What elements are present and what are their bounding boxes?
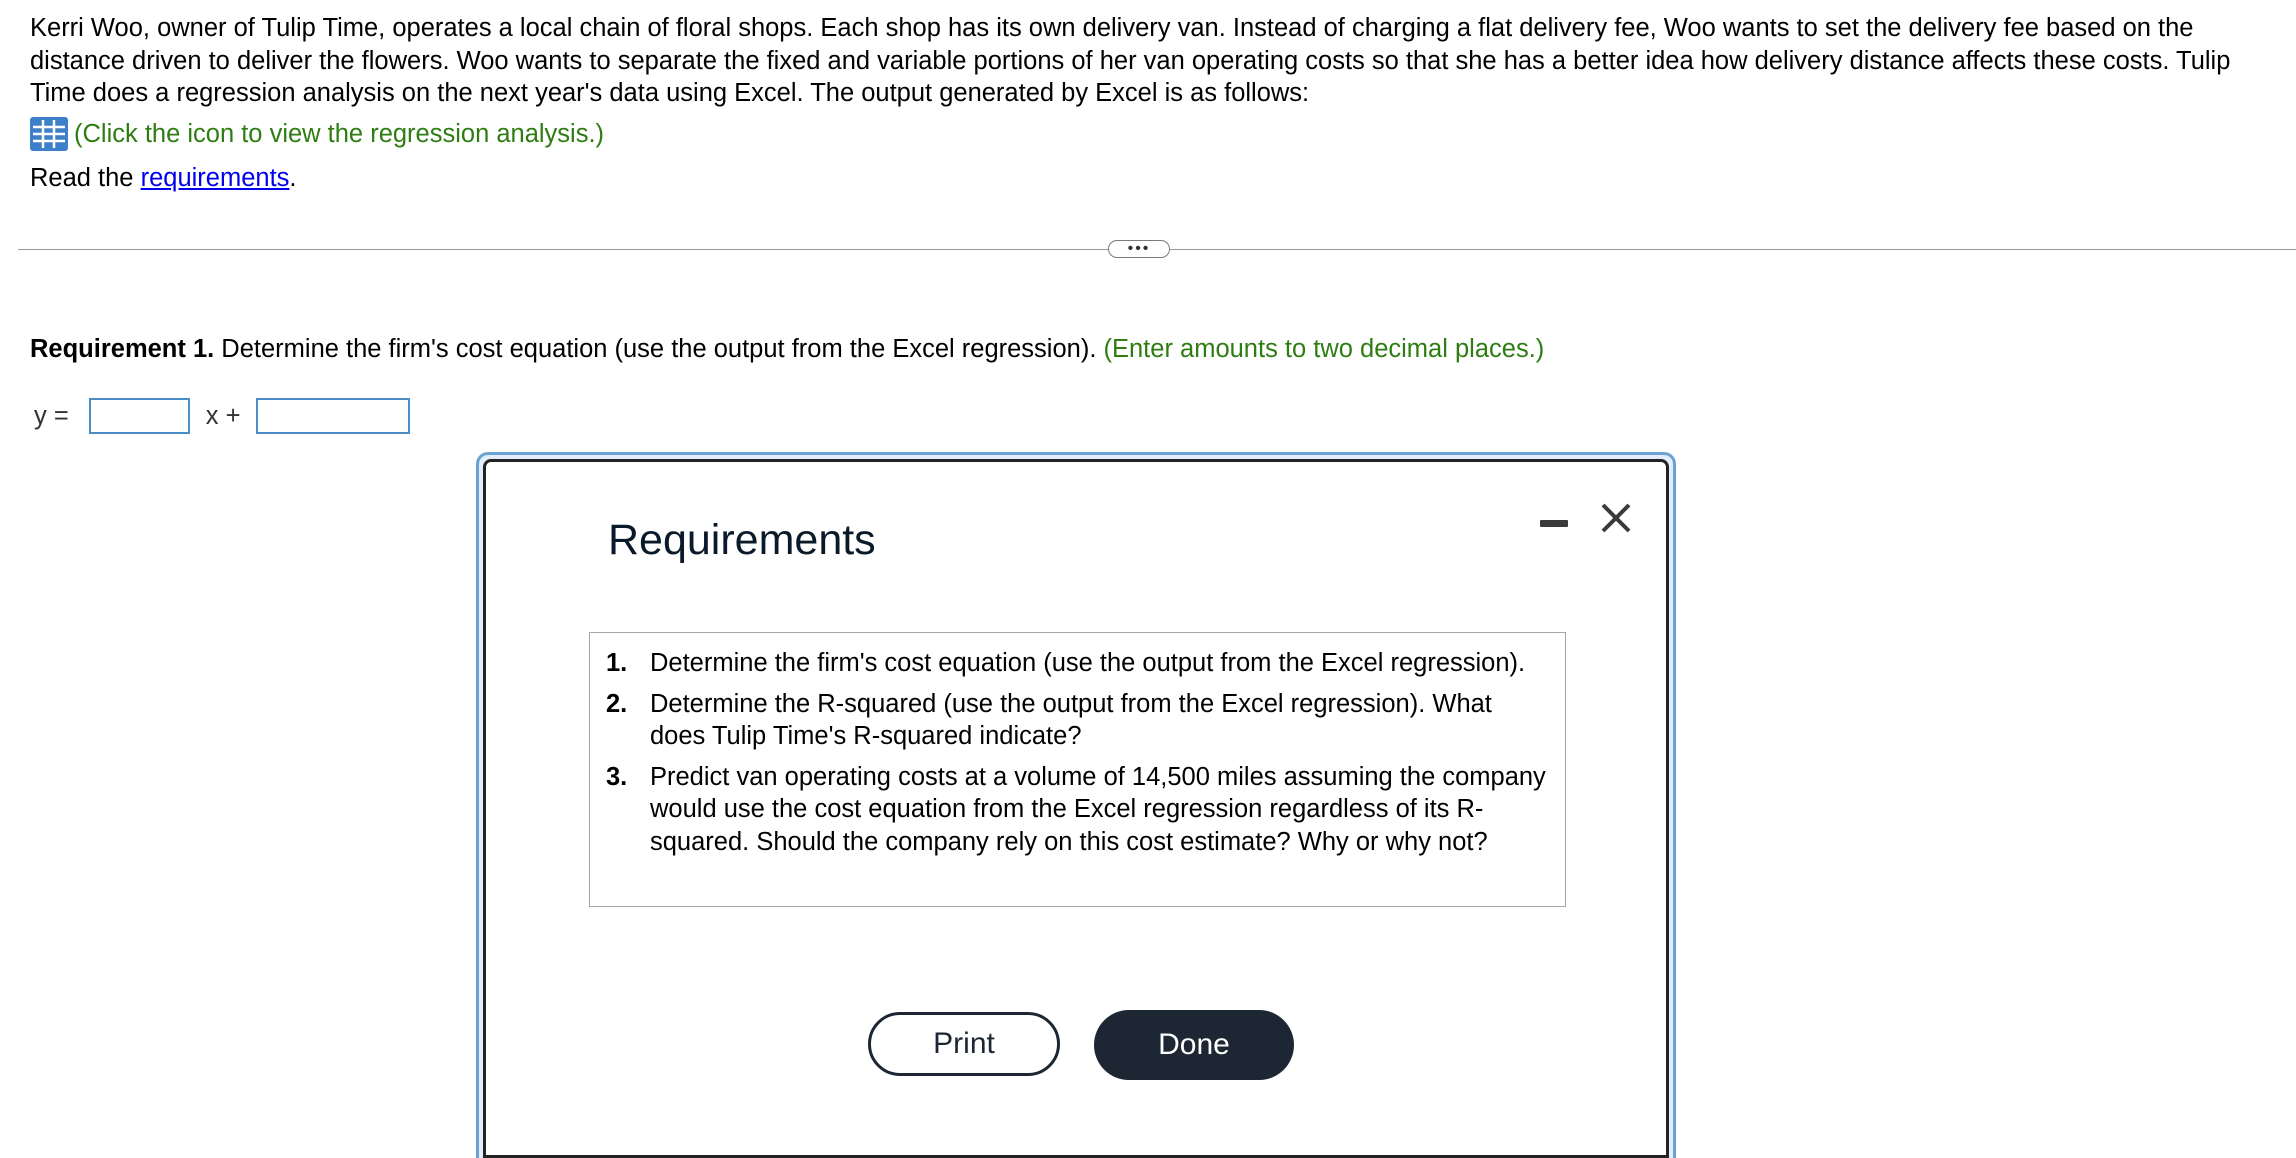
requirements-list [590, 647, 1565, 866]
view-regression-text[interactable]: (Click the icon to view the regression analysis.) [74, 119, 605, 148]
list-item [590, 761, 1565, 859]
spreadsheet-grid-icon[interactable] [30, 117, 68, 151]
read-suffix: . [289, 164, 297, 192]
item-number: 2. [606, 689, 628, 718]
done-button[interactable]: Done [1094, 1010, 1294, 1080]
dialog-title: Requirements [608, 516, 876, 564]
x-plus-label: x + [205, 401, 241, 430]
requirement-1-label: Requirement 1. [30, 335, 215, 363]
item-text: Determine the firm's cost equation (use the output from the Excel regression). [650, 649, 1526, 677]
close-icon[interactable] [1598, 500, 1634, 536]
requirements-dialog [483, 459, 1669, 1158]
print-button[interactable]: Print [868, 1012, 1060, 1076]
requirement-1-text: Determine the firm's cost equation (use the output from the Excel regression). [214, 335, 1104, 363]
item-text: Determine the R-squared (use the output from the Excel regression). What does Tulip Time's R-squared indicate? [650, 689, 1492, 750]
problem-intro: Kerri Woo, owner of Tulip Time, operates a local chain of floral shops. Each shop has its own delivery van. Instead of charging a flat delivery fee, Woo wants to set the delivery fee based on the distance driven to deliver the flowers. Woo wants to separate the fixed and variable portions of her van operating costs so that she has a better idea how delivery distance affects these costs. Tulip Time does a regression analysis on the next year's data using Excel. The output generated by Excel is as follows: [30, 14, 2231, 107]
cost-equation-row [34, 395, 410, 437]
list-item [590, 688, 1565, 753]
intercept-input[interactable] [256, 398, 410, 434]
requirements-link[interactable]: requirements [140, 164, 290, 192]
item-number: 1. [606, 649, 628, 677]
read-prefix: Read the [30, 164, 141, 192]
requirements-list-box [589, 632, 1566, 907]
requirement-1-prompt [30, 332, 1544, 366]
y-equals-label: y = [34, 401, 69, 430]
view-regression-link[interactable] [30, 114, 604, 154]
read-requirements-line [30, 162, 297, 194]
list-item [590, 647, 1565, 680]
slope-input[interactable] [89, 398, 190, 434]
expand-collapse-button[interactable]: ••• [1108, 240, 1170, 258]
item-text: Predict van operating costs at a volume of 14,500 miles assuming the company would use the cost equation from the Excel regression regardless of its R-squared. Should the company rely on this cost estimate? Why or why not? [650, 762, 1546, 856]
minimize-icon[interactable] [1540, 510, 1570, 536]
item-number: 3. [606, 762, 628, 791]
requirement-1-hint: (Enter amounts to two decimal places.) [1103, 335, 1545, 363]
